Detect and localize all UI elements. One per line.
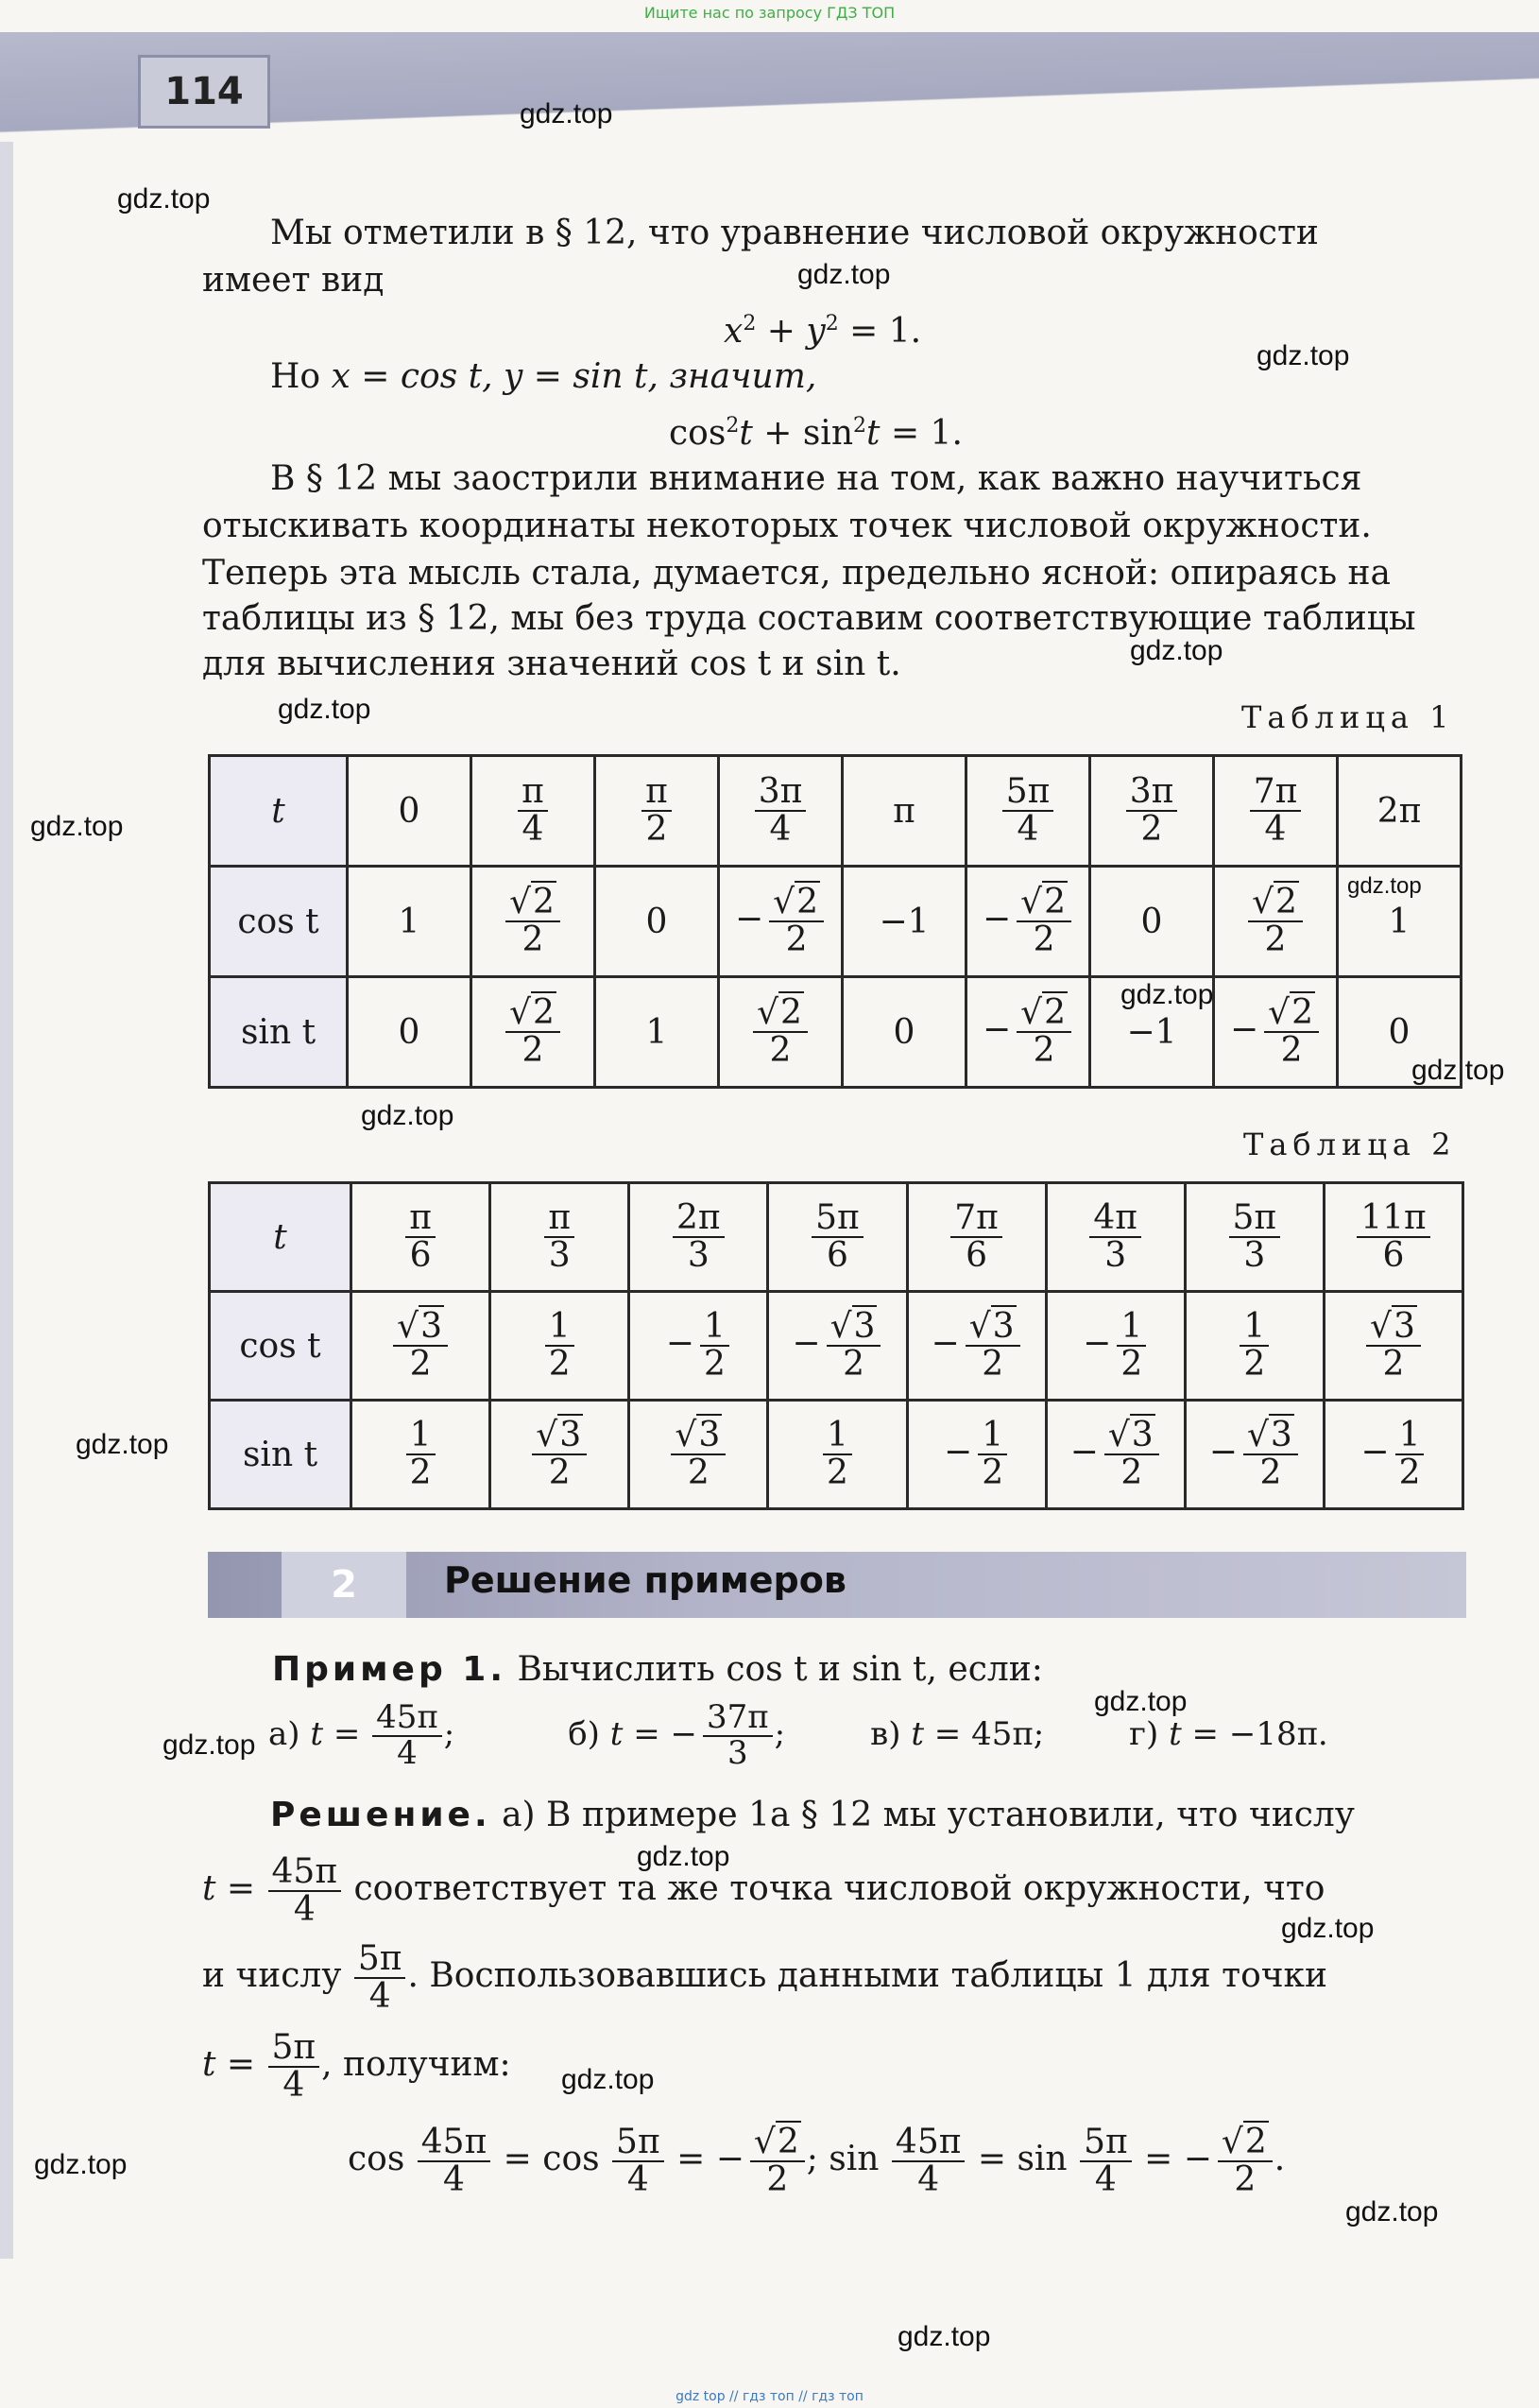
example-heading — [272, 1646, 1043, 1694]
table-cell: $\frac{√2}{2}$ — [1214, 867, 1338, 977]
watermark: gdz.top — [520, 98, 613, 129]
eq-rhs: = 1. — [849, 312, 922, 351]
table-cell: $\frac{√2}{2}$ — [471, 977, 595, 1088]
table-cell: 0 — [1090, 867, 1214, 977]
eq-rhs: = 1. — [890, 414, 963, 453]
paragraph-line: таблицы из § 12, мы без труда составим соответствующие таблицы — [202, 599, 1416, 638]
table-row — [210, 756, 1462, 867]
table-cell: $\frac{√3}{2}$ — [490, 1401, 629, 1509]
table-row — [210, 867, 1462, 977]
watermark: gdz.top — [361, 1100, 454, 1131]
section-title: Решение примеров — [444, 1559, 846, 1601]
eq-var: x — [724, 312, 744, 351]
table-cell: −1 — [843, 867, 966, 977]
table-cell: − $\frac{1}{2}$ — [1324, 1401, 1462, 1509]
equation-identity: $\cos^2t + \sin^2t = 1$. — [669, 414, 963, 453]
table-cell: − $\frac{1}{2}$ — [629, 1292, 768, 1401]
table-cell: − $\frac{√3}{2}$ — [1046, 1401, 1185, 1509]
table-cell: 0 — [1338, 977, 1462, 1088]
table-cell: − $\frac{√3}{2}$ — [907, 1292, 1046, 1401]
page-number-box — [138, 55, 270, 129]
margin-rule — [0, 142, 13, 2259]
section-number: 2 — [282, 1552, 406, 1618]
row-label: sin t — [210, 1401, 351, 1509]
page-number: 114 — [164, 70, 244, 113]
table-cell: $\frac{\pi}{4}$ — [471, 756, 595, 867]
table-cell: $\frac{√3}{2}$ — [1324, 1292, 1462, 1401]
table-cell: $\frac{1}{2}$ — [490, 1292, 629, 1401]
row-label: cos t — [210, 867, 348, 977]
table-row — [210, 1292, 1463, 1401]
watermark: gdz.top — [1345, 2196, 1439, 2227]
paragraph-line: имеет вид — [202, 261, 385, 300]
table-cell: 2π — [1338, 756, 1462, 867]
paragraph-line — [270, 353, 816, 401]
watermark: gdz.top — [162, 1729, 256, 1761]
example-option: в) t = 45π; — [870, 1714, 1045, 1753]
watermark: gdz.top — [117, 183, 211, 215]
table-cell: $\frac{\pi}{6}$ — [351, 1183, 490, 1292]
table-cell: − $\frac{√2}{2}$ — [719, 867, 843, 977]
row-label: t — [210, 1183, 351, 1292]
table-cell: $\frac{√3}{2}$ — [351, 1292, 490, 1401]
promo-banner[interactable]: Ищите нас по запросу ГДЗ ТОП — [643, 4, 896, 22]
row-label: t — [210, 756, 348, 867]
table-row — [210, 977, 1462, 1088]
table-cell: 0 — [595, 867, 719, 977]
watermark: gdz.top — [1411, 1055, 1505, 1086]
paragraph-line: Теперь эта мысль стала, думается, предельно ясной: опираясь на — [202, 554, 1392, 593]
row-label: cos t — [210, 1292, 351, 1401]
watermark: gdz.top — [278, 694, 371, 725]
table-cell: $\frac{\pi}{3}$ — [490, 1183, 629, 1292]
example-label: Пример 1. — [272, 1650, 506, 1689]
table-cell: − $\frac{√2}{2}$ — [966, 977, 1090, 1088]
solution-line — [270, 1792, 1355, 1839]
table-cell: $\frac{5\pi}{6}$ — [768, 1183, 907, 1292]
table-cell: $\frac{√2}{2}$ — [471, 867, 595, 977]
solution-result: cos $\frac{45\pi}{4}$ = cos $\frac{5\pi}{4}$ = − $\frac{√2}{2}$ ; sin $\frac{45\pi}{4}$ = sin $\frac{5\pi}{4}$ = − $\frac{√2}{2}$ . — [348, 2123, 1286, 2199]
paragraph-line: В § 12 мы заострили внимание на том, как важно научиться — [270, 459, 1362, 498]
watermark: gdz.top — [1347, 873, 1422, 899]
table-cell: $\frac{1}{2}$ — [768, 1401, 907, 1509]
row-label: sin t — [210, 977, 348, 1088]
text: x = cos t, y = sin t, значит, — [331, 357, 817, 396]
table-cell: $\frac{1}{2}$ — [1185, 1292, 1324, 1401]
table-cell: − $\frac{√2}{2}$ — [966, 867, 1090, 977]
table-cell: $\frac{3\pi}{4}$ — [719, 756, 843, 867]
watermark: gdz.top — [898, 2321, 991, 2352]
table-cell: − $\frac{1}{2}$ — [907, 1401, 1046, 1509]
example-text: Вычислить cos t и sin t, если: — [517, 1650, 1043, 1689]
table-cell: $\frac{7\pi}{6}$ — [907, 1183, 1046, 1292]
table-cell: $\frac{\pi}{2}$ — [595, 756, 719, 867]
table-cell: 1 — [348, 867, 471, 977]
example-option: б) t = − $\frac{37\pi}{3}$ ; — [568, 1698, 786, 1772]
watermark: gdz.top — [637, 1841, 730, 1872]
solution-text: . Воспользовавшись данными таблицы 1 для точки — [407, 1955, 1328, 1995]
table-caption: Таблица 1 — [1241, 699, 1455, 735]
table-cell: 1 — [1338, 867, 1462, 977]
solution-text: , получим: — [321, 2044, 511, 2084]
watermark: gdz.top — [34, 2149, 128, 2180]
solution-line: t = $\frac{45\pi}{4}$ соответствует та же точка числовой окружности, что — [202, 1852, 1325, 1929]
table-cell: π — [843, 756, 966, 867]
example-options — [268, 1698, 1328, 1772]
table-cell: 0 — [843, 977, 966, 1088]
table-cell: 1 — [595, 977, 719, 1088]
table-cell: $\frac{4\pi}{3}$ — [1046, 1183, 1185, 1292]
eq-var: y — [806, 312, 826, 351]
table-cell: − $\frac{√3}{2}$ — [768, 1292, 907, 1401]
table-cell: − $\frac{√2}{2}$ — [1214, 977, 1338, 1088]
table-cell: $\frac{3\pi}{2}$ — [1090, 756, 1214, 867]
solution-line: t = $\frac{5\pi}{4}$ , получим: — [202, 2028, 511, 2105]
watermark: gdz.top — [1130, 635, 1223, 666]
table-cell: $\frac{2\pi}{3}$ — [629, 1183, 768, 1292]
table-cell: $\frac{7\pi}{4}$ — [1214, 756, 1338, 867]
bottom-links[interactable]: gdz top // гдз топ // гдз топ — [675, 2389, 864, 2404]
watermark: gdz.top — [1094, 1686, 1188, 1717]
watermark: gdz.top — [1281, 1913, 1375, 1944]
table-cell: $\frac{5\pi}{3}$ — [1185, 1183, 1324, 1292]
table-caption: Таблица 2 — [1243, 1127, 1457, 1162]
watermark: gdz.top — [561, 2064, 655, 2095]
table-row — [210, 1183, 1463, 1292]
table-cell: $\frac{11\pi}{6}$ — [1324, 1183, 1462, 1292]
example-option: а) t = $\frac{45\pi}{4}$ ; — [268, 1698, 455, 1772]
table-cell: $\frac{1}{2}$ — [351, 1401, 490, 1509]
watermark: gdz.top — [1257, 340, 1350, 371]
table-cell: 0 — [348, 756, 471, 867]
table-trig-values-1 — [208, 754, 1462, 1089]
solution-line: и числу $\frac{5\pi}{4}$ . Воспользовавшись данными таблицы 1 для точки — [202, 1939, 1328, 2016]
table-cell: 0 — [348, 977, 471, 1088]
solution-text: соответствует та же точка числовой окружности, что — [353, 1868, 1325, 1908]
paragraph-line: Мы отметили в § 12, что уравнение числовой окружности — [270, 214, 1319, 252]
watermark: gdz.top — [30, 811, 124, 842]
watermark: gdz.top — [1120, 979, 1214, 1010]
watermark: gdz.top — [76, 1429, 169, 1460]
text: Но — [270, 357, 332, 396]
equation-circle: $x^2 + y^2 = 1$. — [724, 312, 922, 351]
table-row — [210, 1401, 1463, 1509]
table-cell: $\frac{√3}{2}$ — [629, 1401, 768, 1509]
watermark: gdz.top — [797, 259, 891, 290]
paragraph-line: для вычисления значений cos t и sin t. — [202, 645, 901, 683]
table-cell: $\frac{5\pi}{4}$ — [966, 756, 1090, 867]
paragraph-line: отыскивать координаты некоторых точек числовой окружности. — [202, 507, 1372, 545]
example-option: г) t = −18π. — [1129, 1714, 1328, 1753]
table-cell: −1 — [1090, 977, 1214, 1088]
table-cell: − $\frac{√3}{2}$ — [1185, 1401, 1324, 1509]
solution-label: Решение. — [270, 1796, 491, 1834]
table-cell: − $\frac{1}{2}$ — [1046, 1292, 1185, 1401]
solution-text: а) В примере 1а § 12 мы установили, что числу — [502, 1796, 1355, 1834]
table-trig-values-2 — [208, 1181, 1464, 1510]
table-cell: $\frac{√2}{2}$ — [719, 977, 843, 1088]
